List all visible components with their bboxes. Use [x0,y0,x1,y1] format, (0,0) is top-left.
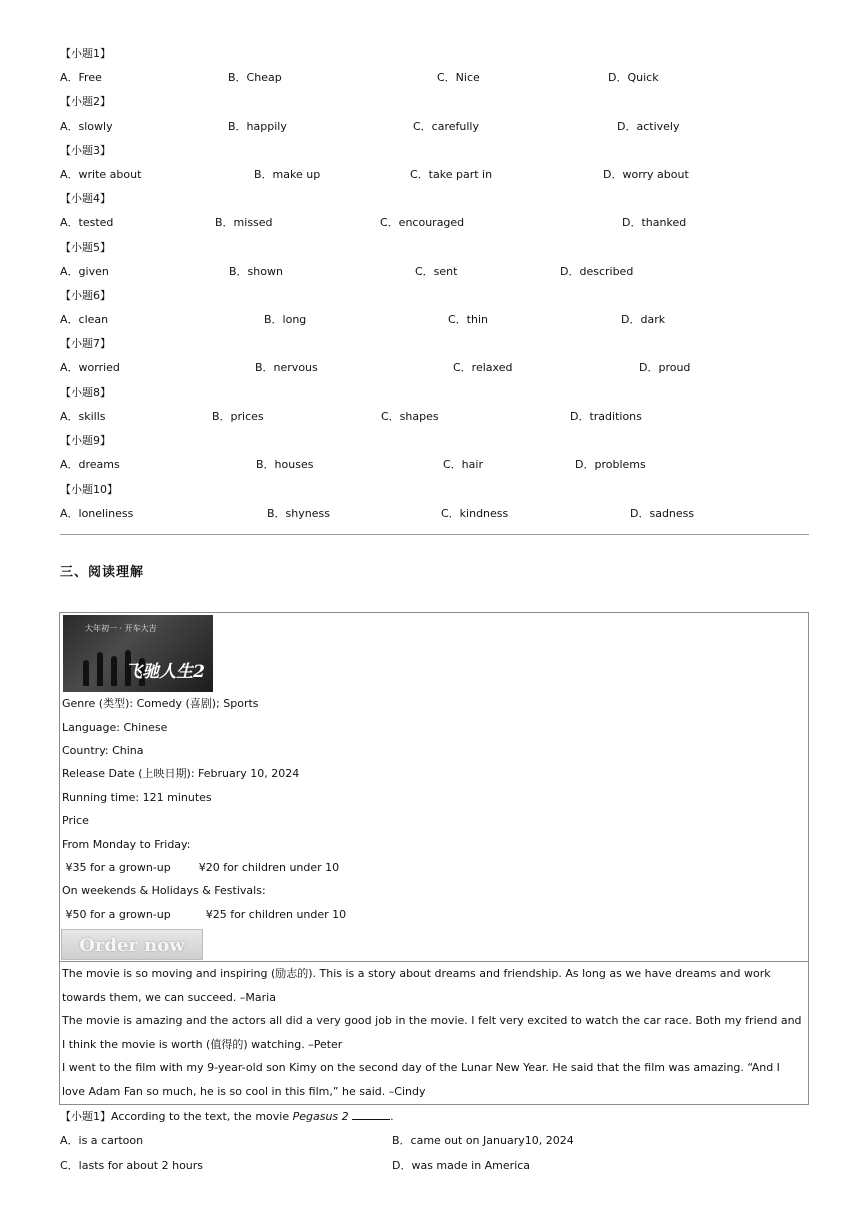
option-c[interactable]: C．take part in [410,168,493,181]
option-d[interactable]: D．described [560,265,634,278]
option-row [0,410,867,424]
option-b[interactable]: B．missed [215,216,273,229]
option-a[interactable]: A．worried [60,361,120,374]
poster-top-text: 大年初一 · 开车大吉 [85,624,157,633]
question-label: 【小题5】 [60,241,111,254]
option-b[interactable]: B．make up [254,168,321,181]
reading-option-b[interactable]: B．came out on January10, 2024 [392,1134,574,1147]
option-a[interactable]: A．given [60,265,109,278]
language-line: Language: Chinese [62,721,168,734]
option-row [0,265,867,279]
option-b[interactable]: B．shown [229,265,283,278]
option-c[interactable]: C．shapes [381,410,439,423]
option-a[interactable]: A．slowly [60,120,113,133]
section-divider [60,534,809,535]
question-label: 【小题2】 [60,95,111,108]
option-b[interactable]: B．Cheap [228,71,282,84]
option-row [0,168,867,182]
question-label: 【小题7】 [60,337,111,350]
order-now-button[interactable]: Order now [61,929,203,960]
option-d[interactable]: D．traditions [570,410,642,423]
option-d[interactable]: D．problems [575,458,646,471]
option-c[interactable]: C．Nice [437,71,480,84]
poster-title-text: 飞驰人生2 [125,662,205,682]
running-time-line: Running time: 121 minutes [62,791,212,804]
option-d[interactable]: D．Quick [608,71,659,84]
movie-info-box [59,612,809,962]
option-row [0,313,867,327]
option-d[interactable]: D．actively [617,120,680,133]
option-b[interactable]: B．nervous [255,361,318,374]
genre-line: Genre (类型): Comedy (喜剧); Sports [62,697,259,710]
option-c[interactable]: C．hair [443,458,483,471]
option-d[interactable]: D．proud [639,361,691,374]
review-peter: The movie is amazing and the actors all did a very good job in the movie. I felt very excited to watch the car race. Both my friend and I think the movie is worth (值得的) watching. –Peter [62,1014,802,1051]
release-date-line: Release Date (上映日期): February 10, 2024 [62,767,300,780]
option-row [0,361,867,375]
option-a[interactable]: A．tested [60,216,114,229]
question-label: 【小题9】 [60,434,111,447]
country-line: Country: China [62,744,144,757]
weekend-prices: ¥50 for a grown-up ¥25 for children under 10 [62,908,347,921]
option-a[interactable]: A．skills [60,410,106,423]
question-label: 【小题4】 [60,192,111,205]
reading-option-a[interactable]: A．is a cartoon [60,1134,144,1147]
reading-question-stem [60,1110,394,1124]
option-row [0,120,867,134]
reading-option-d[interactable]: D．was made in America [392,1159,531,1172]
option-a[interactable]: A．clean [60,313,109,326]
option-a[interactable]: A．Free [60,71,102,84]
option-c[interactable]: C．relaxed [453,361,513,374]
option-d[interactable]: D．worry about [603,168,689,181]
answer-blank[interactable] [352,1110,390,1120]
option-b[interactable]: B．shyness [267,507,330,520]
option-c[interactable]: C．thin [448,313,488,326]
movie-poster-image [63,615,213,692]
question-prefix: 【小题1】According to the text, the movie [60,1110,293,1123]
reviews-box [59,961,809,1105]
option-b[interactable]: B．houses [256,458,314,471]
weekday-heading: From Monday to Friday: [62,838,191,851]
reading-option-c[interactable]: C．lasts for about 2 hours [60,1159,204,1172]
option-c[interactable]: C．carefully [413,120,479,133]
review-cindy: I went to the film with my 9-year-old son Kimy on the second day of the Lunar New Year. He said that the film was amazing. “And I love Adam Fan so much, he is so cool in this film,” he said. –Cindy [62,1061,780,1098]
option-c[interactable]: C．sent [415,265,458,278]
movie-title: Pegasus 2 [292,1110,349,1123]
option-c[interactable]: C．kindness [441,507,509,520]
weekend-heading: On weekends & Holidays & Festivals: [62,884,266,897]
review-maria: The movie is so moving and inspiring (励志的). This is a story about dreams and friendship. As long as we have dreams and work towards them, we can succeed. –Maria [62,967,771,1004]
option-b[interactable]: B．long [264,313,307,326]
option-row [0,458,867,472]
option-row [0,507,867,521]
question-label: 【小题8】 [60,386,111,399]
weekday-prices: ¥35 for a grown-up ¥20 for children under 10 [62,861,340,874]
question-label: 【小题3】 [60,144,111,157]
option-b[interactable]: B．prices [212,410,264,423]
section-title: 三、阅读理解 [60,565,145,580]
question-label: 【小题1】 [60,47,111,60]
price-heading: Price [62,814,89,827]
option-row [0,216,867,230]
option-b[interactable]: B．happily [228,120,287,133]
option-c[interactable]: C．encouraged [380,216,465,229]
option-row [0,71,867,85]
option-a[interactable]: A．loneliness [60,507,134,520]
option-a[interactable]: A．dreams [60,458,120,471]
option-d[interactable]: D．dark [621,313,666,326]
option-a[interactable]: A．write about [60,168,142,181]
question-label: 【小题10】 [60,483,118,496]
question-suffix: . [390,1110,394,1123]
option-d[interactable]: D．thanked [622,216,687,229]
option-d[interactable]: D．sadness [630,507,695,520]
question-label: 【小题6】 [60,289,111,302]
